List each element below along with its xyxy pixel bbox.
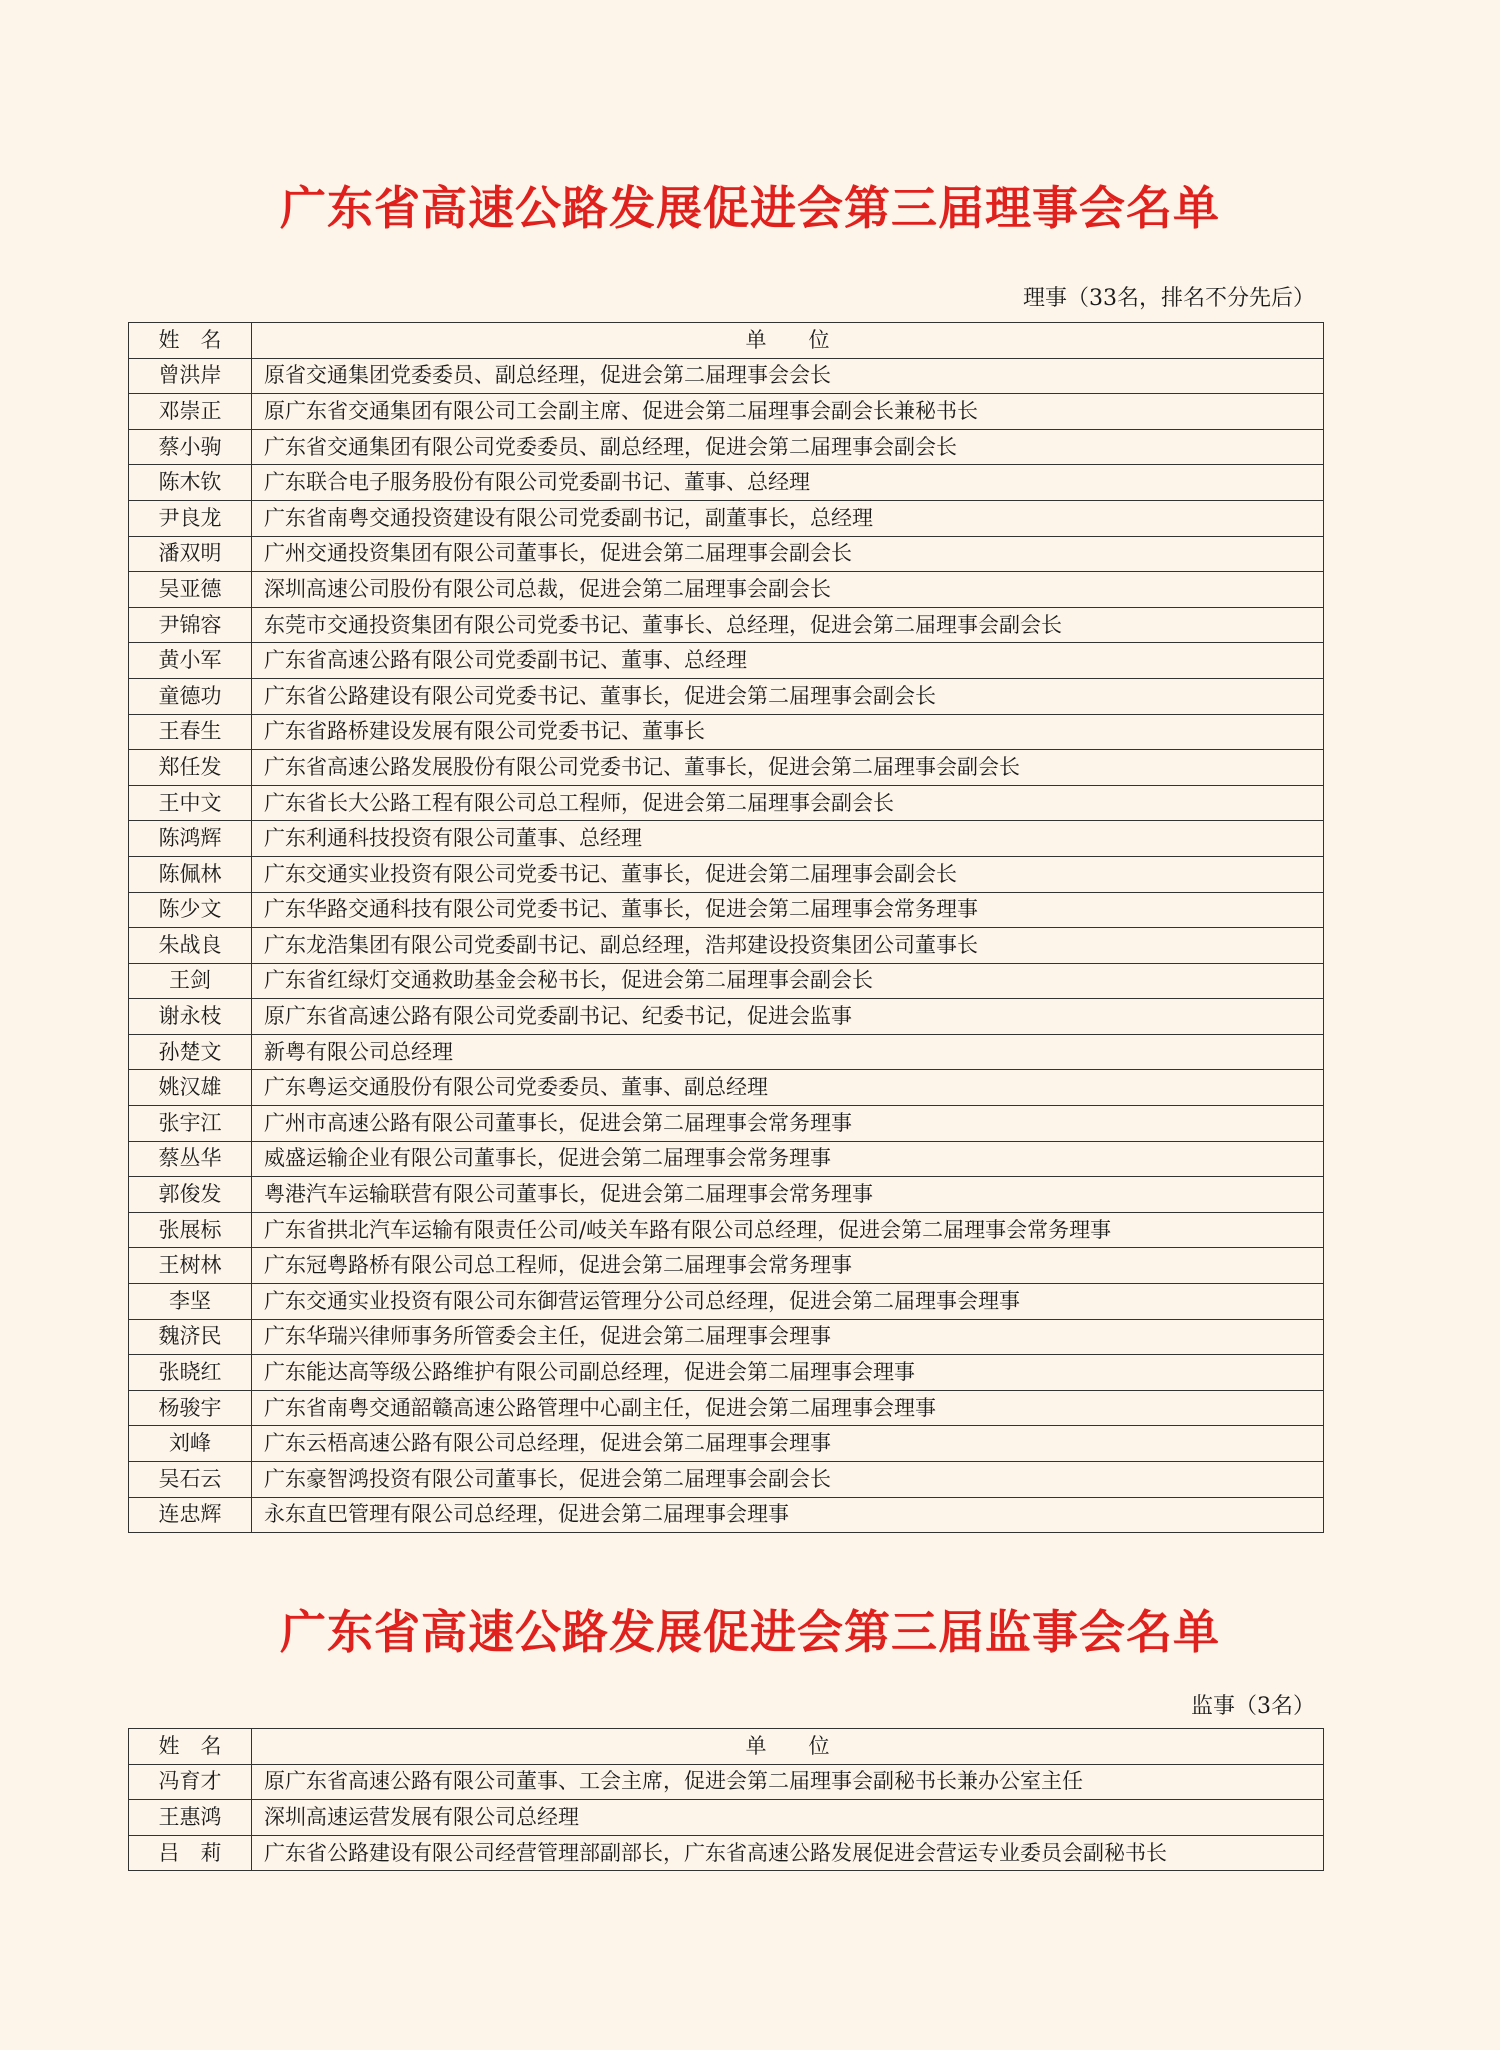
member-unit: 深圳高速公司股份有限公司总裁，促进会第二届理事会副会长 [252,572,1324,608]
table-row [129,821,1324,857]
table-row [129,500,1324,536]
member-unit: 深圳高速运营发展有限公司总经理 [252,1800,1324,1836]
member-unit: 原省交通集团党委委员、副总经理，促进会第二届理事会会长 [252,358,1324,394]
member-name: 陈佩林 [129,856,252,892]
member-name: 尹锦容 [129,607,252,643]
member-name: 王春生 [129,714,252,750]
member-unit: 原广东省高速公路有限公司党委副书记、纪委书记，促进会监事 [252,999,1324,1035]
member-name: 郭俊发 [129,1177,252,1213]
unit-column-header: 单 位 [252,323,1324,359]
member-unit: 广东省公路建设有限公司党委书记、董事长，促进会第二届理事会副会长 [252,678,1324,714]
member-name: 尹良龙 [129,500,252,536]
table-row [129,358,1324,394]
member-name: 冯育才 [129,1764,252,1800]
member-name: 蔡丛华 [129,1141,252,1177]
member-unit: 广东省路桥建设发展有限公司党委书记、董事长 [252,714,1324,750]
table-row [129,1248,1324,1284]
table-row [129,1355,1324,1391]
member-name: 潘双明 [129,536,252,572]
table-row [129,1319,1324,1355]
member-unit: 广东能达高等级公路维护有限公司副总经理，促进会第二届理事会理事 [252,1355,1324,1391]
member-name: 孙楚文 [129,1034,252,1070]
member-unit: 广东冠粤路桥有限公司总工程师，促进会第二届理事会常务理事 [252,1248,1324,1284]
member-unit: 广东省高速公路发展股份有限公司党委书记、董事长，促进会第二届理事会副会长 [252,750,1324,786]
member-name: 李坚 [129,1284,252,1320]
member-unit: 原广东省高速公路有限公司董事、工会主席，促进会第二届理事会副秘书长兼办公室主任 [252,1764,1324,1800]
table-row [129,1177,1324,1213]
member-name: 朱战良 [129,928,252,964]
member-unit: 永东直巴管理有限公司总经理，促进会第二届理事会理事 [252,1497,1324,1533]
table-row [129,643,1324,679]
table-row [129,999,1324,1035]
table-row [129,963,1324,999]
member-unit: 广东交通实业投资有限公司东御营运管理分公司总经理，促进会第二届理事会理事 [252,1284,1324,1320]
member-name: 王树林 [129,1248,252,1284]
member-unit: 广东省南粤交通投资建设有限公司党委副书记，副董事长，总经理 [252,500,1324,536]
table-row [129,1497,1324,1533]
member-unit: 广东省南粤交通韶赣高速公路管理中心副主任，促进会第二届理事会理事 [252,1390,1324,1426]
member-name: 童德功 [129,678,252,714]
member-name: 杨骏宇 [129,1390,252,1426]
member-unit: 广东华路交通科技有限公司党委书记、董事长，促进会第二届理事会常务理事 [252,892,1324,928]
member-name: 曾洪岸 [129,358,252,394]
table-row [129,429,1324,465]
member-name: 魏济民 [129,1319,252,1355]
member-name: 连忠辉 [129,1497,252,1533]
member-name: 蔡小驹 [129,429,252,465]
member-name: 王剑 [129,963,252,999]
member-name: 吴亚德 [129,572,252,608]
council-table [128,322,1324,1533]
member-unit: 广东省长大公路工程有限公司总工程师，促进会第二届理事会副会长 [252,785,1324,821]
member-unit: 原广东省交通集团有限公司工会副主席、促进会第二届理事会副会长兼秘书长 [252,394,1324,430]
member-unit: 广东粤运交通股份有限公司党委委员、董事、副总经理 [252,1070,1324,1106]
council-header-row [129,323,1324,359]
table-row [129,572,1324,608]
member-name: 姚汉雄 [129,1070,252,1106]
member-name: 王中文 [129,785,252,821]
table-row [129,1141,1324,1177]
member-unit: 广东华瑞兴律师事务所管委会主任，促进会第二届理事会理事 [252,1319,1324,1355]
table-row [129,1106,1324,1142]
table-row [129,1835,1324,1871]
member-unit: 广东省公路建设有限公司经营管理部副部长，广东省高速公路发展促进会营运专业委员会副秘书长 [252,1835,1324,1871]
member-unit: 广州市高速公路有限公司董事长，促进会第二届理事会常务理事 [252,1106,1324,1142]
supervisors-rows [129,1764,1324,1871]
name-column-header: 姓 名 [129,323,252,359]
member-name: 刘峰 [129,1426,252,1462]
member-unit: 广东省拱北汽车运输有限责任公司/岐关车路有限公司总经理，促进会第二届理事会常务理事 [252,1212,1324,1248]
table-row [129,1426,1324,1462]
member-name: 邓崇正 [129,394,252,430]
member-name: 吕 莉 [129,1835,252,1871]
member-unit: 广东交通实业投资有限公司党委书记、董事长，促进会第二届理事会副会长 [252,856,1324,892]
member-unit: 广东省红绿灯交通救助基金会秘书长，促进会第二届理事会副会长 [252,963,1324,999]
table-row [129,394,1324,430]
member-name: 谢永枝 [129,999,252,1035]
supervisors-title: 广东省高速公路发展促进会第三届监事会名单 [280,1605,1220,1659]
table-row [129,465,1324,501]
table-row [129,785,1324,821]
member-unit: 广州交通投资集团有限公司董事长，促进会第二届理事会副会长 [252,536,1324,572]
table-row [129,1284,1324,1320]
supervisors-note: 监事（3名） [1191,1694,1315,1719]
table-row [129,678,1324,714]
member-name: 郑任发 [129,750,252,786]
table-row [129,928,1324,964]
member-name: 张宇江 [129,1106,252,1142]
member-unit: 广东省交通集团有限公司党委委员、副总经理，促进会第二届理事会副会长 [252,429,1324,465]
member-unit: 广东利通科技投资有限公司董事、总经理 [252,821,1324,857]
council-rows [129,358,1324,1533]
member-unit: 粤港汽车运输联营有限公司董事长，促进会第二届理事会常务理事 [252,1177,1324,1213]
member-unit: 新粤有限公司总经理 [252,1034,1324,1070]
member-name: 陈鸿辉 [129,821,252,857]
member-name: 吴石云 [129,1462,252,1498]
member-unit: 威盛运输企业有限公司董事长，促进会第二届理事会常务理事 [252,1141,1324,1177]
name-column-header: 姓 名 [129,1729,252,1765]
table-row [129,1070,1324,1106]
member-unit: 广东云梧高速公路有限公司总经理，促进会第二届理事会理事 [252,1426,1324,1462]
member-unit: 广东龙浩集团有限公司党委副书记、副总经理，浩邦建设投资集团公司董事长 [252,928,1324,964]
member-name: 张晓红 [129,1355,252,1391]
table-row [129,1390,1324,1426]
member-unit: 广东省高速公路有限公司党委副书记、董事、总经理 [252,643,1324,679]
table-row [129,607,1324,643]
member-unit: 广东豪智鸿投资有限公司董事长，促进会第二届理事会副会长 [252,1462,1324,1498]
supervisors-table [128,1728,1324,1871]
member-name: 陈少文 [129,892,252,928]
table-row [129,892,1324,928]
unit-column-header: 单 位 [252,1729,1324,1765]
table-row [129,1462,1324,1498]
table-row [129,714,1324,750]
table-row [129,1800,1324,1836]
table-row [129,750,1324,786]
table-row [129,536,1324,572]
member-unit: 东莞市交通投资集团有限公司党委书记、董事长、总经理，促进会第二届理事会副会长 [252,607,1324,643]
supervisors-header-row [129,1729,1324,1765]
table-row [129,1764,1324,1800]
table-row [129,856,1324,892]
table-row [129,1034,1324,1070]
member-unit: 广东联合电子服务股份有限公司党委副书记、董事、总经理 [252,465,1324,501]
council-note: 理事（33名，排名不分先后） [1023,286,1315,311]
member-name: 陈木钦 [129,465,252,501]
table-row [129,1212,1324,1248]
member-name: 王惠鸿 [129,1800,252,1836]
council-title: 广东省高速公路发展促进会第三届理事会名单 [280,181,1220,235]
member-name: 张展标 [129,1212,252,1248]
member-name: 黄小军 [129,643,252,679]
